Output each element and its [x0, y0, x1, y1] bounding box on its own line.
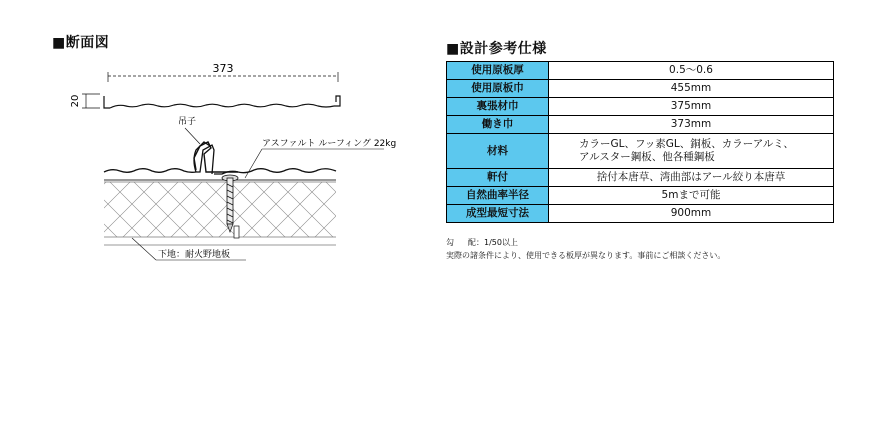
spec-value [549, 205, 834, 223]
spec-key: 自然曲率半径 [447, 187, 549, 205]
spec-value [549, 80, 834, 98]
roofing-callout [245, 138, 396, 178]
spec-key: 軒付 [447, 169, 549, 187]
slope-note-label-a: 勾 [446, 238, 454, 247]
spec-value-line: 900mm [670, 207, 712, 219]
spec-table [446, 61, 834, 223]
spec-row [447, 205, 834, 223]
spec-key: 裏張材巾 [447, 98, 549, 116]
panel-profile [104, 96, 340, 108]
substrate-callout [132, 238, 246, 260]
hanger-callout [178, 116, 200, 144]
width-dimension-label: 373 [212, 62, 234, 75]
spec-value-line: 373mm [670, 118, 712, 130]
spec-row [447, 80, 834, 98]
width-dimension [108, 62, 338, 82]
spec-key: 働き巾 [447, 116, 549, 134]
spec-value-line: 捨付本唐草、湾曲部はアール絞り本唐草 [596, 171, 786, 183]
spec-value-line: 5mまで可能 [661, 189, 721, 201]
spec-value-line: アルスター鋼板、他各種鋼板 [579, 151, 715, 163]
substrate-label: 下地：耐火野地板 [158, 250, 231, 260]
spec-key: 使用原板巾 [447, 80, 549, 98]
spec-value [549, 98, 834, 116]
spec-value [549, 169, 834, 187]
slope-note-label-b: 配：1/50以上 [468, 238, 518, 247]
spec-row [447, 116, 834, 134]
spec-value-line: 455mm [670, 82, 712, 94]
slope-note [446, 237, 518, 248]
substrate-board [104, 182, 336, 245]
spec-value [549, 134, 834, 169]
spec-row [447, 134, 834, 169]
section-title-cross-section: ■断面図 [52, 35, 110, 51]
spec-value-line: 375mm [670, 100, 712, 112]
disclaimer-note: 実際の諸条件により、使用できる板厚が異なります。事前にご相談ください。 [446, 251, 726, 260]
cross-section-diagram [0, 0, 440, 280]
spec-row [447, 98, 834, 116]
height-dimension [70, 94, 100, 108]
spec-value [549, 116, 834, 134]
spec-value [549, 62, 834, 80]
spec-row [447, 62, 834, 80]
spec-key: 成型最短寸法 [447, 205, 549, 223]
spec-row [447, 169, 834, 187]
spec-value-line: 0.5～0.6 [669, 64, 713, 76]
section-title-design-spec: ■設計参考仕様 [446, 41, 547, 57]
hanger-label: 吊子 [178, 117, 197, 127]
height-dimension-label: 20 [70, 94, 81, 108]
spec-value-line: カラーGL、フッ素GL、銅板、カラーアルミ、 [579, 138, 794, 150]
spec-key: 材料 [447, 134, 549, 169]
roofing-label: アスファルト ルーフィング 22kg [262, 139, 397, 149]
spec-key: 使用原板厚 [447, 62, 549, 80]
spec-row [447, 187, 834, 205]
spec-value [549, 187, 834, 205]
